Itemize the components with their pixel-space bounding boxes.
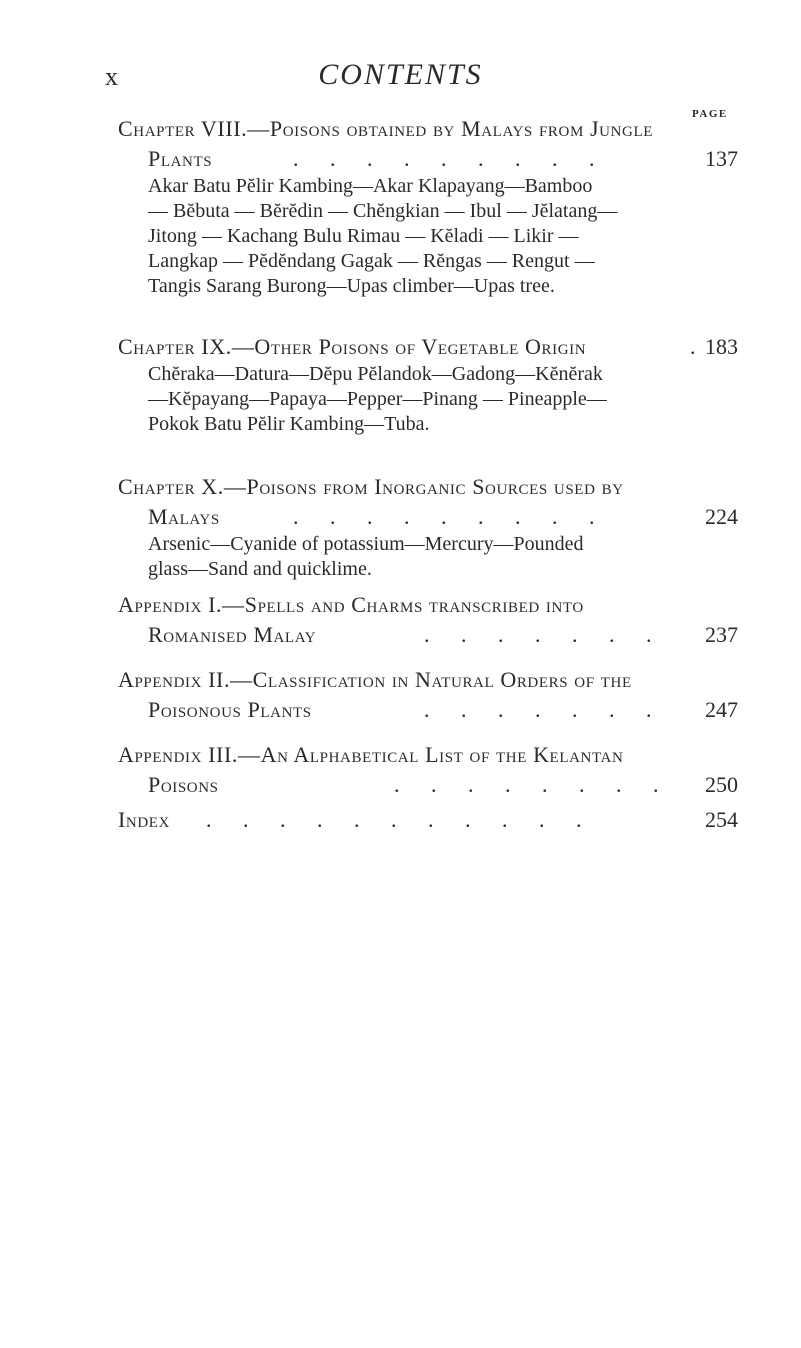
leader-dots: . . . . . . . . . [293,504,608,529]
entry-heading-continued: Romanised Malay [148,622,317,647]
entry-heading: Appendix III.—An Alphabetical List of the Kelantan [118,742,624,767]
entry-page-number: 224 [705,504,738,529]
contents-line: Akar Batu Pĕlir Kambing—Akar Klapayang—Bamboo [148,175,593,197]
leader-dots: . . . . . . . . [394,772,672,797]
contents-line: —Kĕpayang—Papaya—Pepper—Pinang — Pineapple— [148,388,607,410]
entry-contents [118,362,738,437]
toc-entry-appendix-3 [118,740,738,800]
entry-heading: Appendix I.—Spells and Charms transcribed into [118,592,584,617]
entry-contents [118,532,738,582]
entry-page-number: 254 [705,807,738,832]
contents-line: Langkap — Pĕdĕndang Gagak — Rĕngas — Rengut — [148,250,595,272]
entry-page-number: 250 [705,772,738,797]
leader-dots: . . . . . . . [424,697,665,722]
page-number: x [105,62,119,91]
toc-entry-chapter-10 [118,472,738,582]
toc-entry-chapter-9 [118,332,738,437]
leader-dots: . . . . . . . . . . . [206,807,595,832]
leader-dots: . . . . . . . [424,622,665,647]
entry-page-number: 137 [705,146,738,171]
entry-heading-continued: Poisons [148,772,219,797]
toc-entry-chapter-8 [118,114,738,299]
page-column-label: PAGE [692,108,728,120]
entry-heading: Chapter X.—Poisons from Inorganic Sources used by [118,474,624,499]
contents-line: Pokok Batu Pĕlir Kambing—Tuba. [148,413,430,435]
contents-line: Arsenic—Cyanide of potassium—Mercury—Pounded [148,533,584,555]
entry-heading: Chapter IX.—Other Poisons of Vegetable Origin [118,334,587,359]
entry-heading: Index [118,807,170,832]
contents-line: glass—Sand and quicklime. [148,558,372,580]
entry-heading: Appendix II.—Classification in Natural Orders of the [118,667,632,692]
leader-dots: . . . . . . . . . [293,146,608,171]
toc-entry-index [118,805,738,835]
entry-heading-row [118,770,738,800]
contents-line: Chĕraka—Datura—Dĕpu Pĕlandok—Gadong—Kĕnĕrak [148,363,603,385]
entry-page-number: 237 [705,622,738,647]
entry-heading-row [118,695,738,725]
entry-heading: Chapter VIII.—Poisons obtained by Malays from Jungle [118,116,653,141]
entry-heading-continued: Malays [148,504,220,529]
contents-line: Tangis Sarang Burong—Upas climber—Upas tree. [148,275,555,297]
toc-entry-appendix-2 [118,665,738,725]
entry-contents [118,174,738,299]
toc-entry-appendix-1 [118,590,738,650]
contents-line: — Bĕbuta — Bĕrĕdin — Chĕngkian — Ibul — Jĕlatang— [148,200,618,222]
entry-heading-continued: Poisonous Plants [148,697,312,722]
entry-heading-row [118,805,738,835]
entry-page-number: 247 [705,697,738,722]
entry-heading-row [118,620,738,650]
entry-page-number: 183 [705,334,738,359]
leader-dots: . [690,334,709,359]
running-title: CONTENTS [318,58,483,91]
entry-heading-row [118,502,738,532]
entry-heading-row [118,144,738,174]
entry-heading-row [118,332,738,362]
entry-heading-continued: Plants [148,146,213,171]
contents-line: Jitong — Kachang Bulu Rimau — Kĕladi — Likir — [148,225,579,247]
